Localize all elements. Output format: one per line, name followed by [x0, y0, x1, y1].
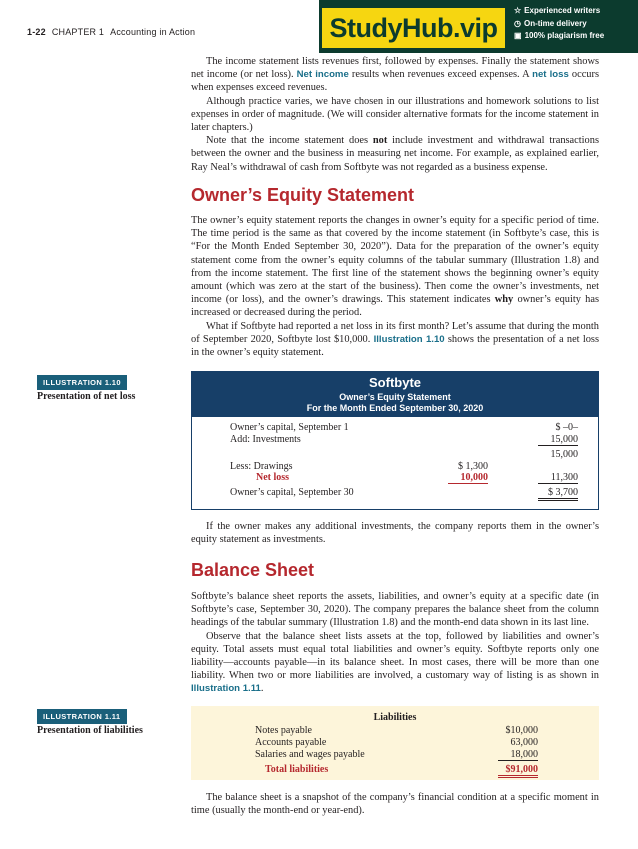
liability-label: Accounts payable: [255, 737, 327, 748]
paragraph: Observe that the balance sheet lists assets at the top, followed by liabilities and owner’s equity. Total assets must equal total liabilities and owner’s equity. Softbyte reports only one liability—accounts payable—in its balance sheet. In most cases, there will be more than one liability. When two or more liabilities are involved, a customary way of listing is as shown in Illustration 1.11.: [191, 630, 599, 695]
illustration-tag: ILLUSTRATION 1.11: [37, 709, 127, 724]
paragraph: Softbyte’s balance sheet reports the assets, liabilities, and owner’s equity at a specific date (in Softbyte’s case, September 30, 2020). The company prepares the balance sheet from the column headings of the tabular summary (Illustration 1.8) and the month-end data shown in its last line.: [191, 591, 599, 629]
liabilities-table: [191, 706, 599, 780]
running-header: [27, 27, 195, 37]
ad-feature-item: ☆ Experienced writers: [514, 6, 601, 15]
paragraph: The income statement lists revenues first, followed by expenses. Finally the statement shows net income (or net loss). Net income results when revenues exceed expenses. A net loss occurs when expenses exceed revenues.: [191, 56, 600, 94]
row-amount: 15,000: [550, 449, 578, 460]
ad-banner[interactable]: [319, 0, 638, 53]
paragraph: Note that the income statement does not include investment and withdrawal transactions between the owner and the business in measuring net income. For example, as explained earlier, Ray Neal’s withdrawal of cash from Softbyte was not regarded as a business expense.: [191, 135, 599, 173]
document-check-icon: ▣: [514, 31, 522, 40]
statement-title: Owner’s Equity Statement: [339, 392, 451, 402]
paragraph: The balance sheet is a snapshot of the company’s financial condition at a specific moment in time (usually the month-end or year-end).: [191, 792, 599, 817]
liability-amount: 18,000: [498, 749, 538, 761]
illustration-caption: Presentation of liabilities: [37, 725, 143, 736]
liabilities-title: Liabilities: [373, 712, 417, 723]
ad-feature-list: [514, 5, 604, 43]
clock-icon: ◷: [514, 18, 521, 28]
liability-label: Salaries and wages payable: [255, 749, 365, 760]
paragraph: Although practice varies, we have chosen in our illustrations and homework solutions to list expenses in order of magnitude. (We will consider alternative formats for the income statement in later chapters.): [191, 95, 599, 134]
paragraph: What if Softbyte had reported a net loss in its first month? Let’s assume that during the month of September 2020, Softbyte lost $10,000. Illustration 1.10 shows the presentation of a net loss in the owner’s equity statement.: [191, 320, 599, 359]
illustration-tag: ILLUSTRATION 1.10: [37, 375, 127, 390]
liability-amount: $10,000: [505, 725, 538, 736]
illustration-link[interactable]: Illustration 1.11: [191, 683, 261, 695]
owners-equity-followup: [191, 520, 599, 546]
illustration-caption: Presentation of net loss: [37, 391, 136, 402]
total-liabilities-amount: $91,000: [498, 764, 538, 778]
row-amount: $ 1,300: [458, 461, 488, 472]
statement-body: [191, 417, 599, 510]
row-amount-net-loss: 10,000: [448, 472, 488, 484]
star-icon: ☆: [514, 6, 522, 15]
statement-header: [191, 371, 599, 417]
row-label-net-loss: Net loss: [256, 472, 290, 483]
row-amount: 15,000: [538, 434, 578, 446]
page-number: 1-22: [27, 27, 46, 37]
balance-sheet-text: [191, 590, 599, 696]
paragraph: The owner’s equity statement reports the changes in owner’s equity for a specific period of time. The time period is the same as that covered by the income statement (in Softbyte’s case, this is “For the Month Ended September 30, 2020”). Data for the preparation of the owner’s equity statement come from the owner’s equity columns of the tabular summary (Illustration 1.8) and from the income statement. The first line of the statement shows the beginning owner’s equity amount (which was zero at the start of the business). Then come the owner’s investments, net income (or loss), and the owner’s drawings. This statement indicates why owner’s equity has increased or decreased during the period.: [191, 215, 599, 319]
paragraph: If the owner makes any additional investments, the company reports them in the owner’s equity statement as investments.: [191, 521, 599, 546]
balance-sheet-followup: [191, 791, 599, 817]
statement-period: For the Month Ended September 30, 2020: [306, 403, 484, 413]
section-heading-owners-equity: Owner’s Equity Statement: [191, 185, 415, 205]
keyword-net-loss: net loss: [532, 69, 569, 81]
owners-equity-text: [191, 214, 599, 359]
total-liabilities-label: Total liabilities: [265, 764, 329, 775]
company-name: Softbyte: [369, 375, 421, 390]
ad-feature-item: ◷ On-time delivery: [514, 18, 587, 28]
row-amount: $ –0–: [555, 422, 578, 433]
row-label: Less: Drawings: [230, 461, 293, 472]
ad-logo[interactable]: StudyHub.vip: [322, 8, 505, 48]
intro-text: [191, 55, 599, 174]
ad-feature-item: ▣ 100% plagiarism free: [514, 31, 605, 40]
keyword-net-income: Net income: [296, 69, 349, 81]
chapter-title: Accounting in Action: [110, 27, 196, 37]
row-label: Owner’s capital, September 30: [230, 487, 354, 498]
liability-label: Notes payable: [255, 725, 312, 736]
illustration-link[interactable]: Illustration 1.10: [373, 333, 445, 345]
row-amount-total: $ 3,700: [538, 487, 578, 501]
chapter-label: CHAPTER 1: [51, 27, 105, 37]
row-label: Add: Investments: [230, 434, 301, 445]
section-heading-balance-sheet: Balance Sheet: [191, 560, 315, 580]
liability-amount: 63,000: [510, 737, 538, 748]
row-amount: 11,300: [538, 472, 578, 484]
row-label: Owner’s capital, September 1: [230, 422, 349, 433]
